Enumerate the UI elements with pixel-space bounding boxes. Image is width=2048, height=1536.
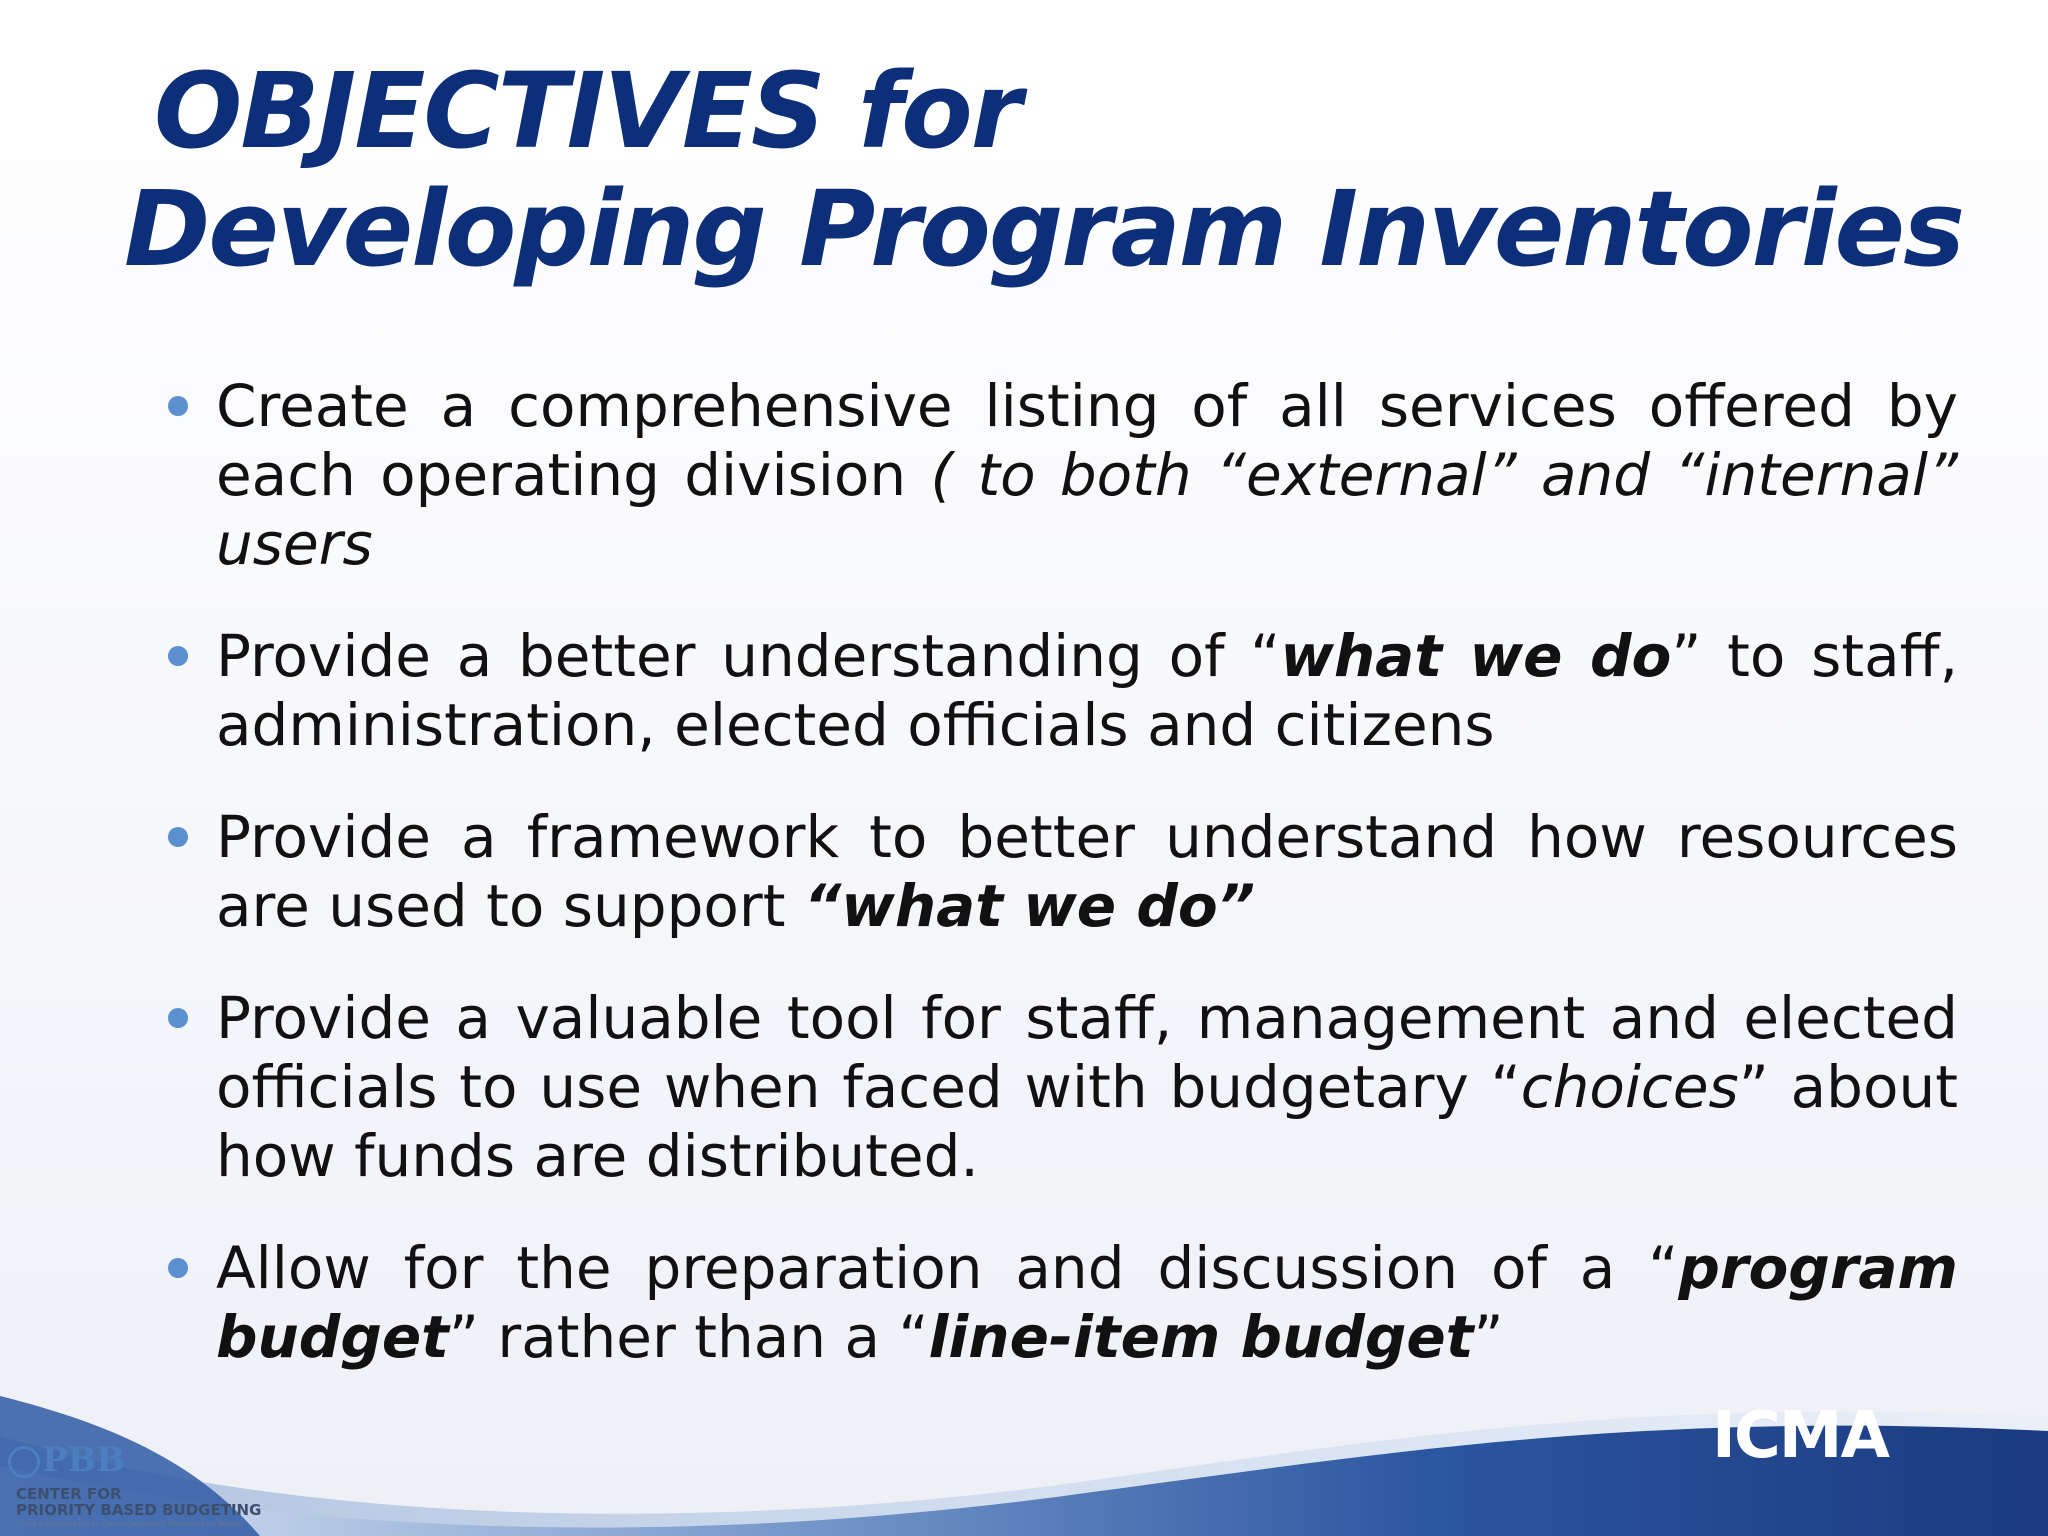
bullet-item-1 (168, 372, 1958, 579)
pbb-mark-text: PBB (42, 1440, 126, 1480)
pbb-circle-icon (8, 1446, 40, 1478)
bullet-dot-icon (168, 646, 188, 666)
title-line-1: OBJECTIVES for (154, 50, 1021, 172)
bullet-5-text-c: ” rather than a “ (448, 1303, 929, 1371)
bullet-item-4 (168, 984, 1958, 1191)
bullet-5-emphasis-2: line-item budget (928, 1303, 1474, 1371)
bullet-2-text-c: ” to staff, administration, elected officials and citizens (216, 622, 1959, 759)
pbb-name (16, 1486, 261, 1518)
bullet-dot-icon (168, 827, 188, 847)
icma-logo: ICMA (1712, 1399, 1888, 1473)
bullet-3-emphasis: “what we do” (803, 872, 1256, 940)
pbb-logo (8, 1440, 278, 1532)
pbb-mark (8, 1440, 125, 1480)
pbb-line-2: PRIORITY BASED BUDGETING (16, 1501, 262, 1519)
pbb-line-1: CENTER FOR (16, 1485, 122, 1503)
bullet-dot-icon (168, 1008, 188, 1028)
bullet-4-italic: choices (1520, 1053, 1739, 1121)
bullet-3-text: Provide a framework to better understand how resources are used to support (216, 803, 1958, 940)
bullet-dot-icon (168, 396, 188, 416)
bullet-5-text-e: ” (1473, 1303, 1504, 1371)
objectives-list (168, 372, 1958, 1415)
slide-title (124, 52, 1963, 288)
bullet-5-emphasis-1: program budget (216, 1234, 1958, 1371)
pbb-tagline: Using a Unique Lens to Focus Community Resources on Results (16, 1520, 244, 1528)
bullet-item-2 (168, 622, 1958, 760)
bullet-1-text: Create a comprehensive listing of all services offered by each operating division (216, 372, 1958, 509)
bullet-5-text-a: Allow for the preparation and discussion of a “ (216, 1234, 1679, 1302)
bullet-4-text-a: Provide a valuable tool for staff, management and elected officials to use when faced with budgetary “ (216, 984, 1958, 1121)
bullet-item-3 (168, 803, 1958, 941)
bullet-1-italic: ( to both “external” and “internal” users (216, 441, 1959, 578)
bullet-dot-icon (168, 1258, 188, 1278)
title-line-2: Developing Program Inventories (124, 168, 1963, 290)
bullet-2-emphasis: what we do (1280, 622, 1672, 690)
bullet-4-text-c: ” about how funds are distributed. (216, 1053, 1958, 1190)
bullet-2-text-a: Provide a better understanding of “ (216, 622, 1281, 690)
